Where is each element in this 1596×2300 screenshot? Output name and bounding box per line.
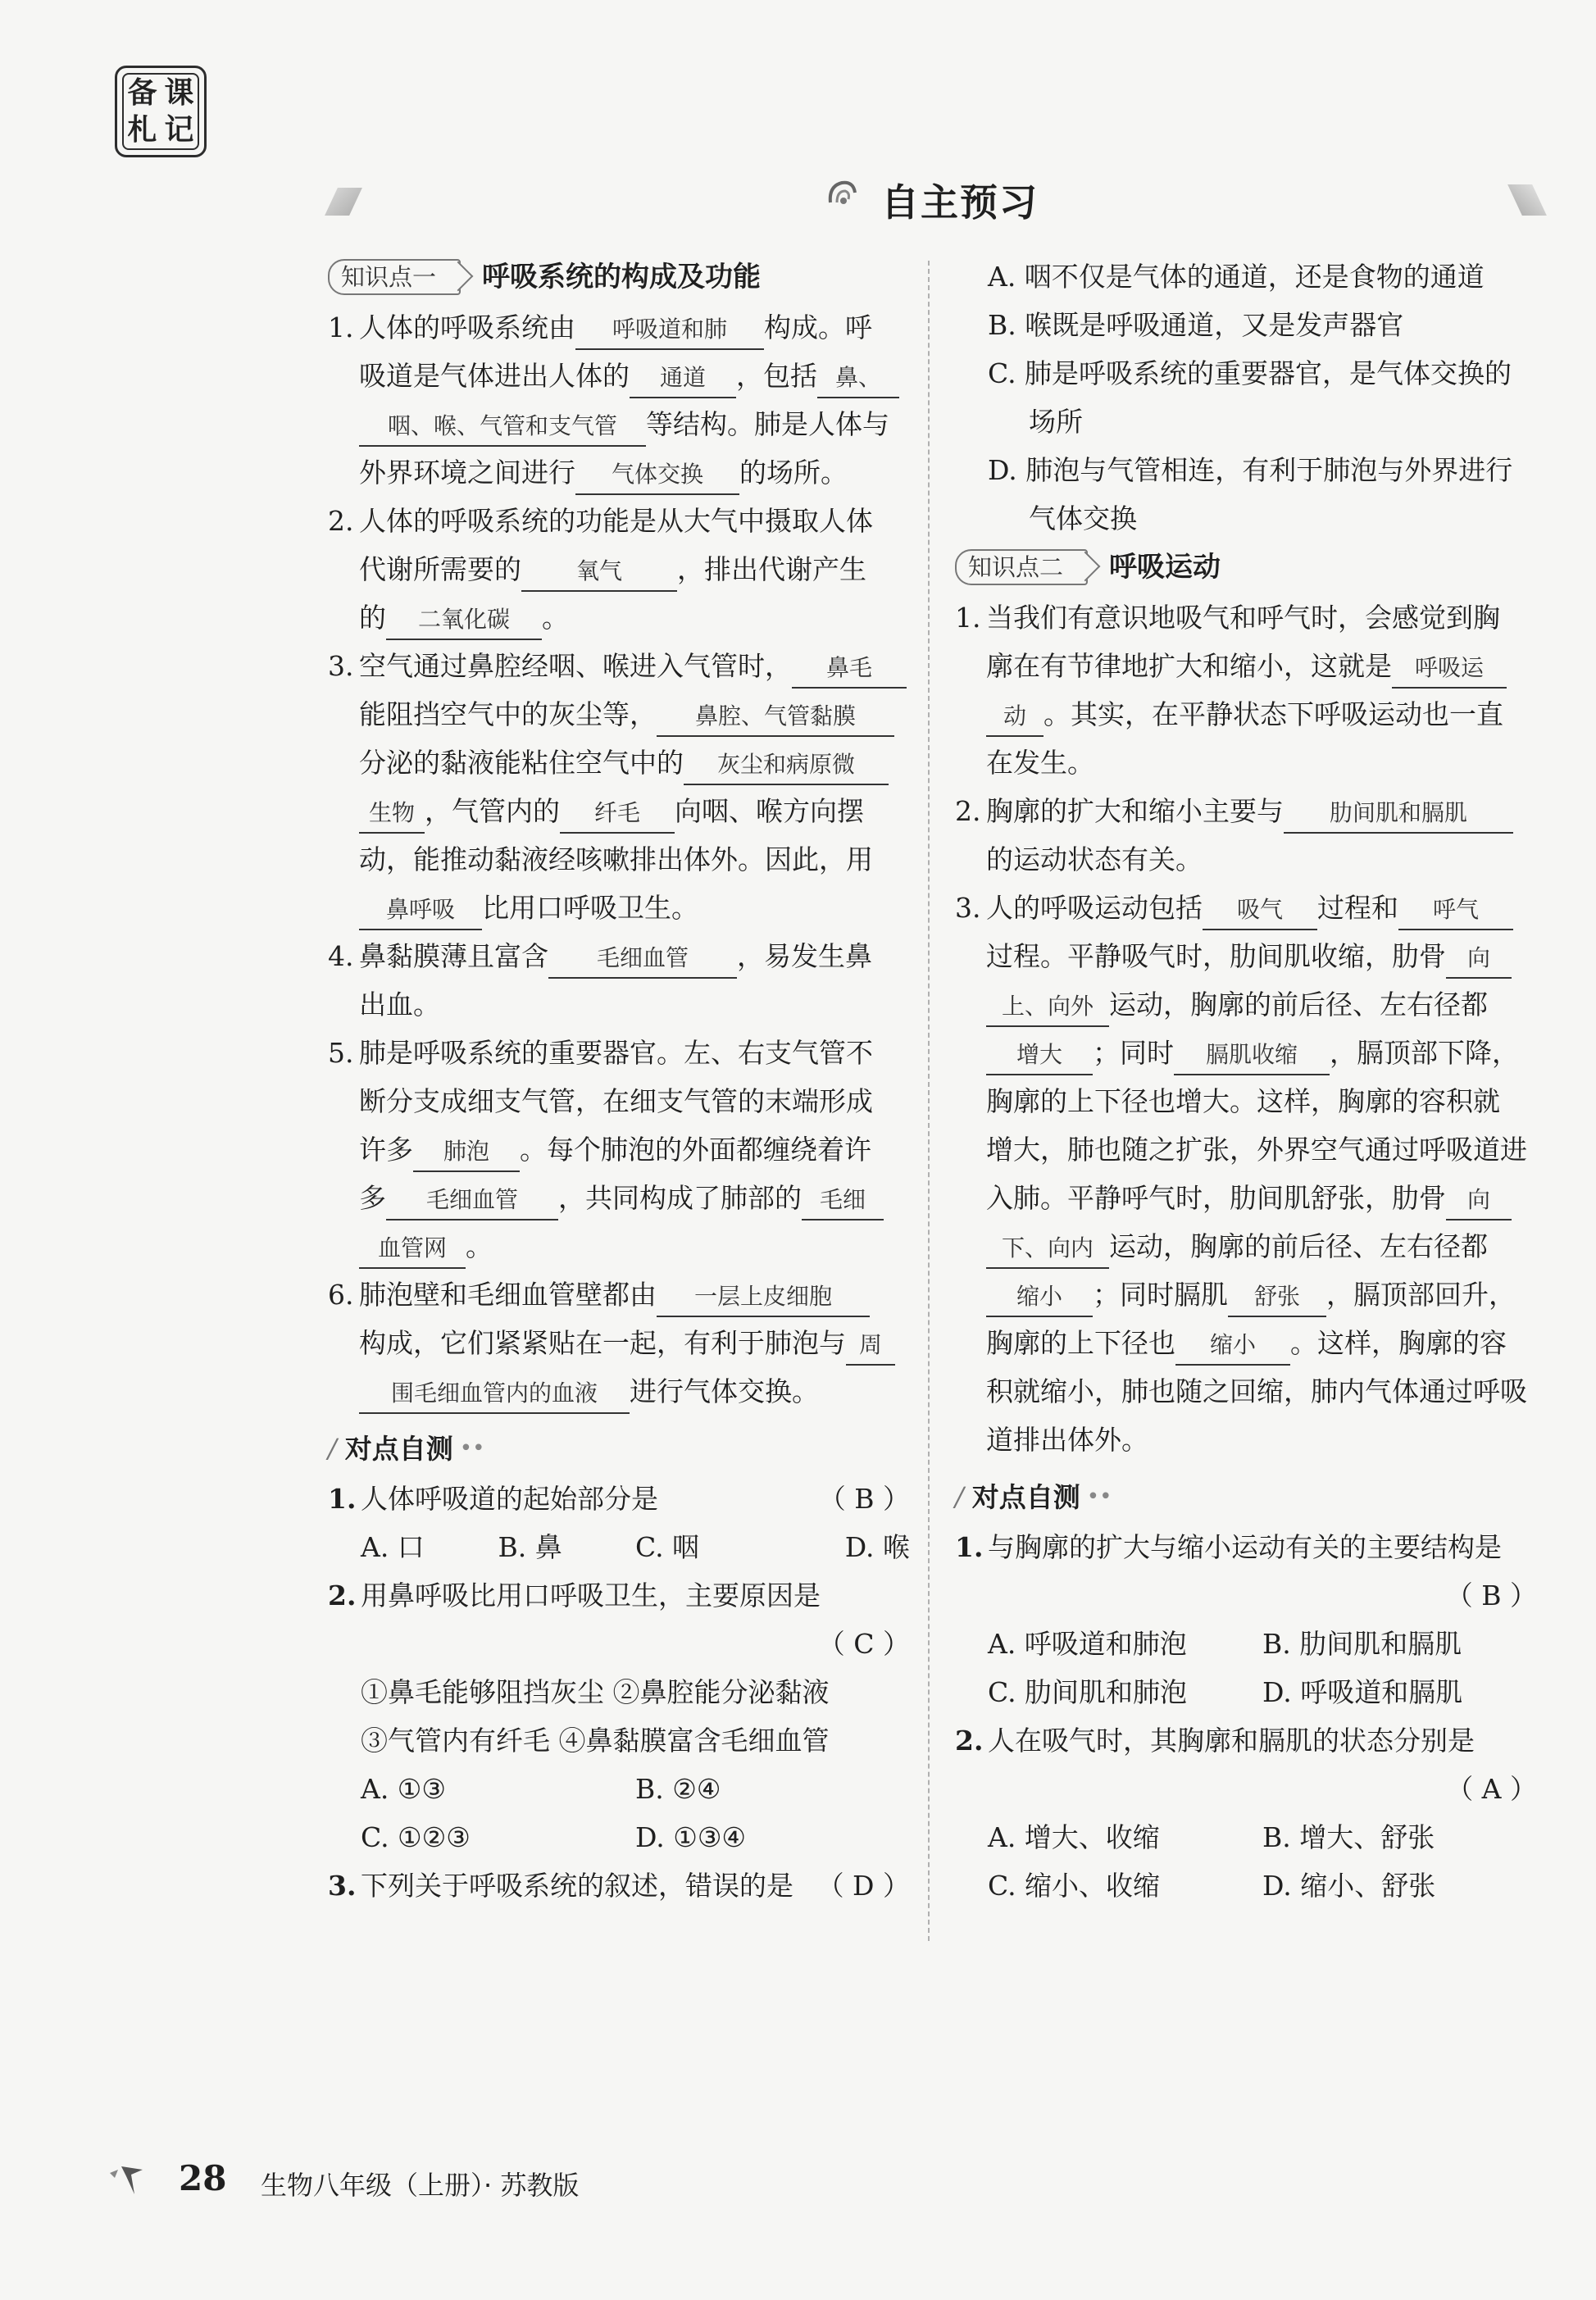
handwritten-answer: 下、向内 — [986, 1230, 1109, 1269]
option: D. ①③④ — [635, 1821, 747, 1853]
option: C. 咽 — [635, 1531, 700, 1563]
logo-char: 备 — [127, 75, 157, 110]
spiral-icon — [824, 175, 860, 211]
option: D. 肺泡与气管相连，有利于肺泡与外界进行 — [988, 454, 1513, 486]
text: 。 — [466, 1230, 493, 1262]
handwritten-answer: 鼻呼吸 — [359, 891, 482, 930]
fill-item-1 — [328, 303, 910, 497]
dots-icon: •• — [459, 1435, 485, 1461]
question-2-options — [955, 1813, 1537, 1910]
item-number: 2. — [328, 505, 354, 537]
page-number: 28 — [179, 2158, 227, 2198]
text: 比用口呼吸卫生。 — [482, 892, 698, 924]
text: 廓在有节律地扩大和缩小，这就是 — [986, 650, 1392, 682]
item-number: 3. — [955, 892, 981, 924]
answer-bracket: （ A ） — [1446, 1773, 1537, 1805]
handwritten-answer: 舒张 — [1228, 1278, 1326, 1317]
text: ，膈顶部下降， — [1330, 1037, 1519, 1069]
handwritten-answer: 毛细血管 — [386, 1181, 558, 1220]
self-test-label: 对点自测 — [344, 1432, 453, 1465]
text: 构成。呼 — [764, 311, 872, 343]
kp-tag: 知识点一 — [328, 259, 461, 295]
text: ，气管内的 — [425, 795, 560, 827]
kp-title: 呼吸运动 — [1109, 550, 1221, 584]
knowledge-point-2 — [955, 543, 1537, 592]
question-text: 与胸廓的扩大与缩小运动有关的主要结构是 — [988, 1531, 1502, 1563]
text: 外界环境之间进行 — [359, 457, 575, 489]
handwritten-answer: 上、向外 — [986, 988, 1109, 1027]
handwritten-answer: 增大 — [986, 1036, 1093, 1075]
option: B. 喉既是呼吸通道，又是发声器官 — [988, 309, 1404, 341]
kp-tag: 知识点二 — [955, 549, 1088, 585]
handwritten-answer: 缩小 — [1175, 1326, 1290, 1366]
decorative-stroke-left — [325, 188, 362, 216]
handwritten-answer: 向 — [1446, 1181, 1512, 1220]
item-number: 4. — [328, 940, 354, 972]
text: 当我们有意识地吸气和呼气时，会感觉到胸 — [986, 602, 1500, 634]
book-title: 生物八年级（上册）· 苏教版 — [261, 2170, 580, 2201]
handwritten-answer: 气体交换 — [575, 456, 739, 495]
handwritten-answer: 一层上皮细胞 — [657, 1278, 870, 1317]
slash-icon: ∕ — [328, 1432, 337, 1464]
option: B. 增大、舒张 — [1262, 1821, 1435, 1853]
question-2 — [955, 1716, 1537, 1765]
text: 人体的呼吸系统由 — [359, 311, 575, 343]
question-1 — [955, 1523, 1537, 1571]
handwritten-answer: 咽、喉、气管和支气管 — [359, 407, 646, 447]
handwritten-answer: 呼气 — [1398, 891, 1513, 930]
question-1 — [328, 1475, 910, 1523]
question-text: 下列关于呼吸系统的叙述，错误的是 — [361, 1870, 793, 1902]
handwritten-answer: 周 — [846, 1326, 895, 1366]
question-3 — [328, 1861, 910, 1910]
answer-bracket: （ D ） — [816, 1870, 910, 1902]
text: 许多 — [359, 1134, 413, 1166]
page-title: 自主预习 — [881, 180, 1039, 225]
text: 肺是呼吸系统的重要器官。左、右支气管不 — [359, 1037, 873, 1069]
option: B. 肋间肌和膈肌 — [1262, 1628, 1462, 1660]
question-1-options — [955, 1620, 1537, 1716]
option: C. 缩小、收缩 — [988, 1870, 1161, 1902]
text: 断分支成细支气管，在细支气管的末端形成 — [359, 1085, 873, 1117]
fill-item-3 — [955, 884, 1537, 1464]
text: 出血。 — [359, 989, 440, 1020]
fill-item-6 — [328, 1270, 910, 1416]
handwritten-answer: 生物 — [359, 794, 425, 834]
question-2 — [328, 1571, 910, 1620]
self-test-label: 对点自测 — [971, 1480, 1080, 1513]
answer-bracket: （ B ） — [818, 1483, 910, 1515]
handwritten-answer: 鼻腔、气管黏膜 — [657, 698, 894, 737]
text: 鼻黏膜薄且富含 — [359, 940, 548, 972]
item-number: 3. — [328, 650, 354, 682]
option: C. 肺是呼吸系统的重要器官，是气体交换的 — [988, 357, 1512, 389]
text: 胸廓的扩大和缩小主要与 — [986, 795, 1284, 827]
text: ，共同构成了肺部的 — [558, 1182, 802, 1214]
question-number: 1. — [328, 1483, 357, 1515]
option: C. ①②③ — [361, 1821, 471, 1853]
text: 人体的呼吸系统的功能是从大气中摄取人体 — [359, 505, 873, 537]
item-number: 5. — [328, 1037, 354, 1069]
text: 进行气体交换。 — [630, 1375, 819, 1407]
fill-item-5 — [328, 1029, 910, 1270]
handwritten-answer: 血管网 — [359, 1230, 466, 1269]
handwritten-answer: 鼻毛 — [792, 649, 907, 689]
text: 动，能推动黏液经咳嗽排出体外。因此，用 — [359, 843, 873, 875]
text: 等结构。肺是人体与 — [646, 408, 889, 440]
option: D. 缩小、舒张 — [1262, 1870, 1436, 1902]
text: 运动，胸廓的前后径、左右径都 — [1109, 989, 1488, 1020]
option: A. 增大、收缩 — [988, 1821, 1160, 1853]
fill-item-2 — [955, 787, 1537, 884]
item-number: 1. — [328, 311, 354, 343]
option: C. 肋间肌和肺泡 — [988, 1676, 1188, 1708]
fill-item-2 — [328, 497, 910, 642]
text: 在发生。 — [986, 747, 1094, 779]
text: 过程和 — [1317, 892, 1398, 924]
slash-icon: ∕ — [955, 1480, 964, 1512]
text: 。这样，胸廓的容 — [1290, 1327, 1507, 1359]
knowledge-point-1 — [328, 252, 910, 302]
text: 多 — [359, 1182, 386, 1214]
text: 构成，它们紧紧贴在一起，有利于肺泡与 — [359, 1327, 846, 1359]
handwritten-answer: 毛细血管 — [548, 939, 737, 979]
left-column — [328, 252, 910, 1910]
section-header — [0, 168, 1596, 225]
option: A. 咽不仅是气体的通道，还是食物的通道 — [988, 261, 1485, 293]
option: A. ①③ — [361, 1773, 446, 1805]
text: 运动，胸廓的前后径、左右径都 — [1109, 1230, 1488, 1262]
handwritten-answer: 吸气 — [1203, 891, 1317, 930]
text: 。每个肺泡的外面都缠绕着许 — [520, 1134, 871, 1166]
handwritten-answer: 肋间肌和膈肌 — [1284, 794, 1513, 834]
option: B. ②④ — [635, 1773, 721, 1805]
text: 胸廓的上下径也 — [986, 1327, 1175, 1359]
handwritten-answer: 鼻、 — [817, 359, 899, 398]
question-number: 2. — [955, 1725, 984, 1757]
question-number: 1. — [955, 1531, 984, 1563]
handwritten-answer: 向 — [1446, 939, 1512, 979]
text: 过程。平静吸气时，肋间肌收缩，肋骨 — [986, 940, 1446, 972]
text: 人的呼吸运动包括 — [986, 892, 1203, 924]
right-column — [955, 252, 1537, 1910]
option: D. 呼吸道和膈肌 — [1262, 1676, 1463, 1708]
decorative-stroke-right — [1507, 184, 1547, 216]
fill-item-1 — [955, 593, 1537, 787]
option: B. 鼻 — [498, 1531, 562, 1563]
text: ，排出代谢产生 — [677, 553, 866, 585]
text: 入肺。平静呼气时，肋间肌舒张，肋骨 — [986, 1182, 1446, 1214]
text: 分泌的黏液能粘住空气中的 — [359, 747, 684, 779]
answer-bracket: （ C ） — [817, 1628, 910, 1660]
text: ；同时 — [1093, 1037, 1174, 1069]
text: ，易发生鼻 — [737, 940, 872, 972]
text: 道排出体外。 — [986, 1424, 1148, 1456]
dots-icon: •• — [1086, 1484, 1112, 1509]
option-continuation: 场所 — [1029, 406, 1083, 438]
sparkle-icon — [107, 2161, 156, 2202]
logo-char: 札 — [127, 112, 157, 147]
text: ；同时膈肌 — [1093, 1279, 1228, 1311]
question-number: 2. — [328, 1580, 357, 1611]
question-text: 人体呼吸道的起始部分是 — [361, 1483, 658, 1515]
text: ，包括 — [736, 360, 817, 392]
item-number: 2. — [955, 795, 981, 827]
text: 的运动状态有关。 — [986, 843, 1203, 875]
text: 积就缩小，肺也随之回缩，肺内气体通过呼吸 — [986, 1375, 1527, 1407]
logo-char: 课 — [164, 75, 194, 110]
text: 向咽、喉方向摆 — [675, 795, 864, 827]
text: 的场所。 — [739, 457, 848, 489]
handwritten-answer: 二氧化碳 — [386, 601, 542, 640]
text: 能阻挡空气中的灰尘等， — [359, 698, 657, 730]
handwritten-answer: 呼吸运 — [1392, 649, 1507, 689]
text: 代谢所需要的 — [359, 553, 521, 585]
handwritten-answer: 膈肌收缩 — [1174, 1036, 1330, 1075]
beike-zhaji-logo — [115, 66, 207, 157]
page-footer — [0, 2152, 1596, 2217]
question-1-options — [328, 1523, 910, 1571]
text: 。其实，在平静状态下呼吸运动也一直 — [1044, 698, 1503, 730]
text: 。 — [542, 602, 569, 634]
item-number: 6. — [328, 1279, 354, 1311]
self-test-header — [955, 1470, 1537, 1523]
text: 空气通过鼻腔经咽、喉进入气管时， — [359, 650, 792, 682]
answer-bracket: （ B ） — [1445, 1580, 1537, 1611]
text: 增大，肺也随之扩张，外界空气通过呼吸道进 — [986, 1134, 1527, 1166]
handwritten-answer: 通道 — [630, 359, 736, 398]
fill-item-4 — [328, 932, 910, 1029]
handwritten-answer: 呼吸道和肺 — [575, 311, 764, 350]
option: A. 口 — [361, 1531, 425, 1563]
statement-line: ①鼻毛能够阻挡灰尘 ②鼻腔能分泌黏液 — [361, 1676, 830, 1708]
question-text: 人在吸气时，其胸廓和膈肌的状态分别是 — [988, 1725, 1475, 1757]
question-2-options — [328, 1765, 910, 1861]
option: A. 呼吸道和肺泡 — [988, 1628, 1187, 1660]
self-test-header — [328, 1422, 910, 1475]
handwritten-answer: 缩小 — [986, 1278, 1093, 1317]
option: D. 喉 — [844, 1531, 910, 1563]
text: 肺泡壁和毛细血管壁都由 — [359, 1279, 657, 1311]
fill-item-3 — [328, 642, 910, 932]
logo-char: 记 — [164, 112, 194, 147]
question-number: 3. — [328, 1870, 357, 1902]
text: 胸廓的上下径也增大。这样，胸廓的容积就 — [986, 1085, 1500, 1117]
statement-line: ③气管内有纤毛 ④鼻黏膜富含毛细血管 — [361, 1725, 830, 1757]
option-continuation: 气体交换 — [1029, 502, 1137, 534]
question-text: 用鼻呼吸比用口呼吸卫生，主要原因是 — [361, 1580, 821, 1611]
handwritten-answer: 氧气 — [521, 552, 677, 592]
handwritten-answer: 动 — [986, 698, 1044, 737]
handwritten-answer: 围毛细血管内的血液 — [359, 1375, 630, 1414]
text: 的 — [359, 602, 386, 634]
kp-title: 呼吸系统的构成及功能 — [482, 260, 762, 293]
handwritten-answer: 灰尘和病原微 — [684, 746, 889, 785]
text: 吸道是气体进出人体的 — [359, 360, 630, 392]
text: ，膈顶部回升， — [1326, 1279, 1516, 1311]
handwritten-answer: 毛细 — [802, 1181, 884, 1220]
handwritten-answer: 纤毛 — [560, 794, 675, 834]
handwritten-answer: 肺泡 — [413, 1133, 520, 1172]
column-divider — [928, 261, 930, 1941]
item-number: 1. — [955, 602, 981, 634]
